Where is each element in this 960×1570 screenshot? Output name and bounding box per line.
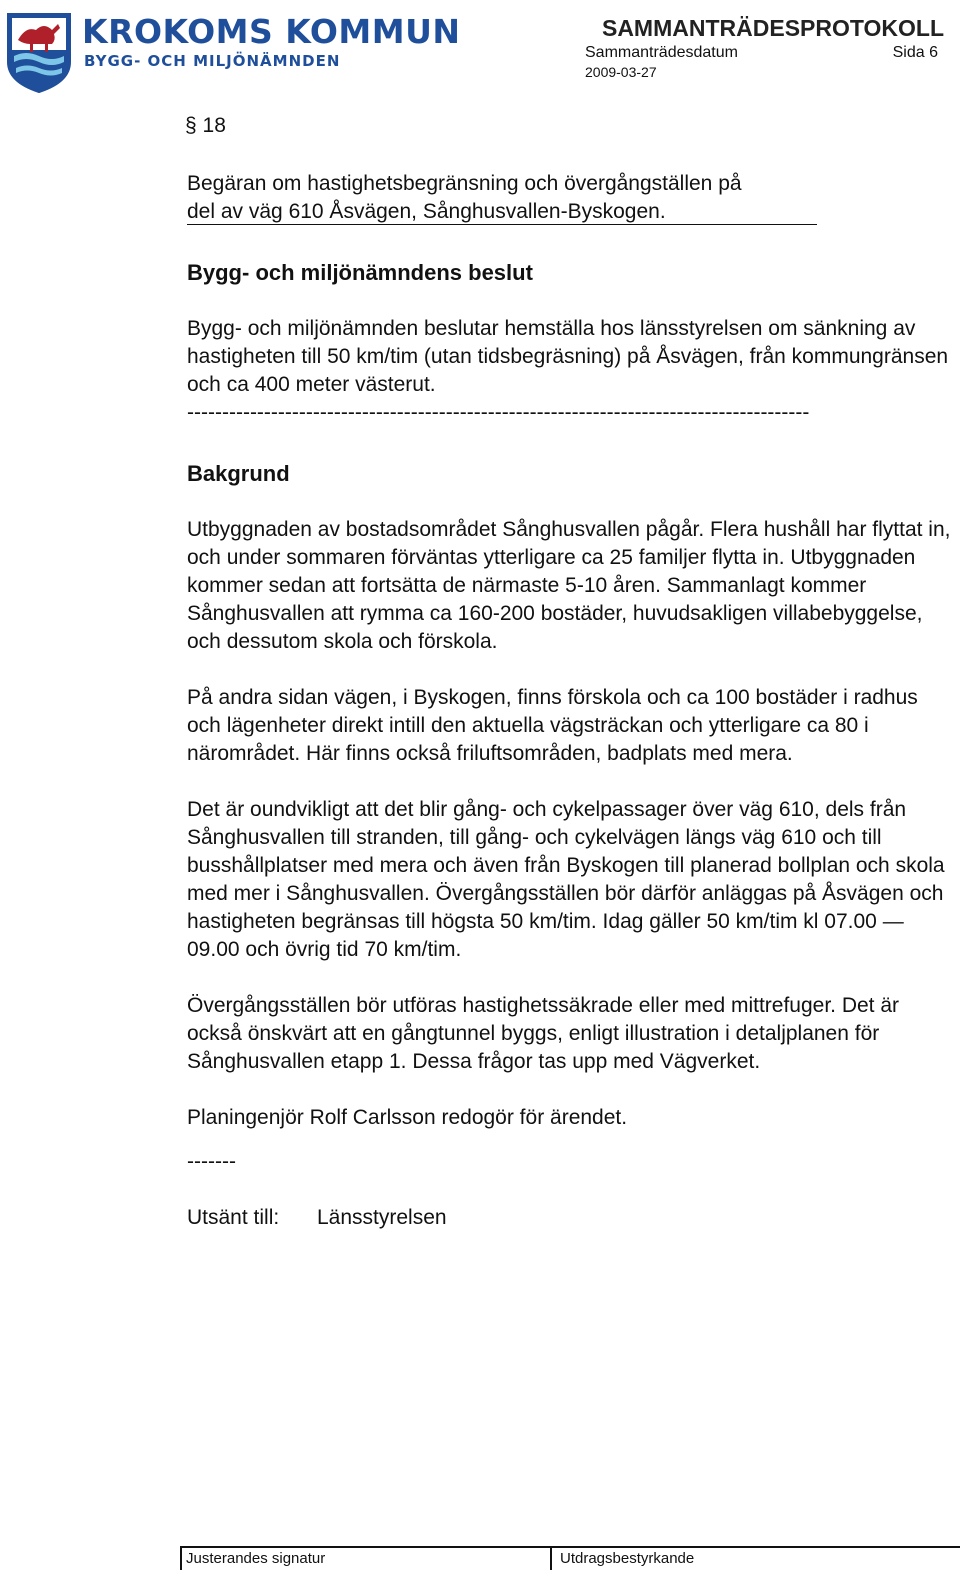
section-title-line-1: Begäran om hastighetsbegränsning och övergångställen på xyxy=(187,172,742,195)
decision-heading: Bygg- och miljönämndens beslut xyxy=(187,260,533,285)
background-paragraph-5: Planingenjör Rolf Carlsson redogör för ärendet. xyxy=(187,1106,628,1129)
background-heading: Bakgrund xyxy=(187,461,290,486)
background-paragraph-2: På andra sidan vägen, i Byskogen, finns förskola och ca 100 bostäder i radhus och lägenheter direkt intill den aktuella vägsträckan och ytterligare ca 80 i närområdet. Här finns också friluftsområden, badplats med mera. xyxy=(187,686,918,765)
meeting-date: 2009-03-27 xyxy=(585,64,657,80)
document-title: SAMMANTRÄDESPROTOKOLL xyxy=(601,15,944,41)
background-paragraph-3: Det är oundvikligt att det blir gång- och cykelpassager över väg 610, dels från Sånghusvallen till stranden, till gång- och cykelvägen längs väg 610 och till busshållplatser med mera och även från Byskogen till planerad bollplan och skola med mer i Sånghusvallen. Övergångsställen bör därför anläggas på Åsvägen och hastigheten begränsas till högsta 50 km/tim. Idag gäller 50 km/tim kl 07.00 — 09.00 och övrig tid 70 km/tim. xyxy=(187,798,945,961)
short-separator: ------- xyxy=(187,1150,236,1173)
background-paragraph-1: Utbyggnaden av bostadsområdet Sånghusvallen pågår. Flera hushåll har flyttat in, och under sommaren förväntas ytterligare ca 25 familjer flytta in. Utbyggnaden kommer sedan att fortsätta de närmaste 5-10 åren. Sammanlagt kommer Sånghusvallen att rymma ca 160-200 bostäder, huvudsakligen villabebyggelse, och dessutom skola och förskola. xyxy=(187,518,951,653)
brand-name: KROKOMS KOMMUN xyxy=(82,12,461,51)
protocol-section xyxy=(187,112,957,1232)
certification-box-label: Utdragsbestyrkande xyxy=(550,1548,960,1570)
separator-line: ----------------------------------------------------------------------------------------- xyxy=(187,401,810,424)
sent-to-label: Utsänt till: xyxy=(187,1206,280,1229)
sent-to-row xyxy=(187,1204,957,1232)
meeting-date-label: Sammanträdesdatum xyxy=(585,44,738,61)
page-number: Sida 6 xyxy=(892,44,938,61)
signature-box-label: Justerandes signatur xyxy=(180,1548,550,1570)
section-title-line-2: del av väg 610 Åsvägen, Sånghusvallen-Byskogen. xyxy=(187,199,817,225)
brand-subtitle: BYGG- OCH MILJÖNÄMNDEN xyxy=(84,52,341,70)
background-paragraph-4: Övergångsställen bör utföras hastighetssäkrade eller med mittrefuger. Det är också önskvärt att en gångtunnel byggs, enligt illustration i detaljplanen för Sånghusvallen etapp 1. Dessa frågor tas upp med Vägverket. xyxy=(187,994,900,1073)
decision-text: Bygg- och miljönämnden beslutar hemställa hos länsstyrelsen om sänkning av hastigheten till 50 km/tim (utan tidsbegräsning) på Åsvägen, från kommungränsen och ca 400 meter västerut. xyxy=(187,317,949,396)
sent-to-recipient: Länsstyrelsen xyxy=(317,1206,447,1229)
section-number: § 18 xyxy=(185,114,226,137)
municipal-crest-icon xyxy=(4,10,74,99)
signature-footer xyxy=(180,1546,960,1570)
